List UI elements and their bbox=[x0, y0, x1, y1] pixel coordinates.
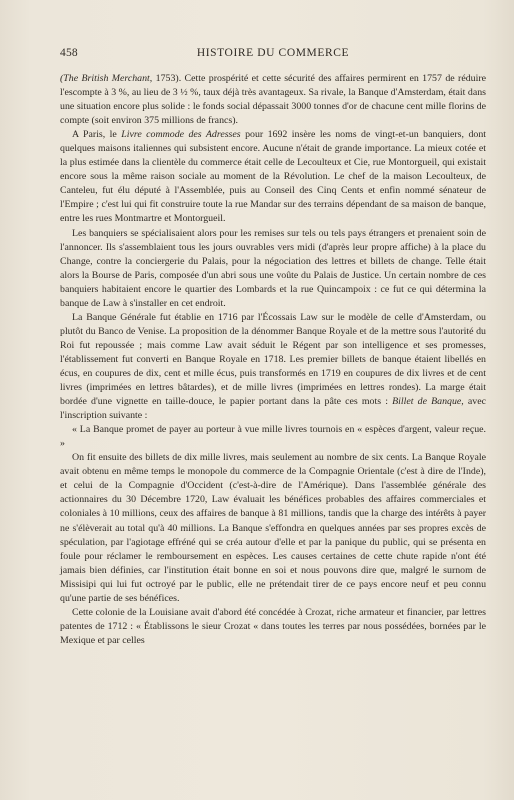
paragraph-p7 bbox=[60, 606, 486, 648]
body-text-run: A Paris, le bbox=[72, 129, 122, 141]
body-text-run: Les banquiers se spécialisaient alors pour les remises sur tels ou tels pays étrangers et prenaient soin de l'annoncer. Ils s'assemblaient tous les jours ouvrables vers midi (d'après leur propre affiche) à la place du Change, contre la conciergerie du Palais, pour la négociation des lettres et billets de change. Telle était alors la Bourse de Paris, composée d'un abri sous une voûte du Palais de Justice. Un certain nombre de ces banquiers habitaient encore le quartier des Lombards et la rue Quincampoix : ce fut ce qui détermina la banque de Law à s'installer en cet endroit. bbox=[60, 227, 486, 309]
body-text-run: , 1753). Cette prospérité et cette sécurité des affaires permirent en 1757 de réduire l'escompte à 3 %, au lieu de 3 ½ %, taux déjà très avantageux. Sa rivale, la Banque d'Amsterdam, était dans une situation encore plus solide : le fonds social dépassait 3000 tonnes d'or de chacune cent mille florins de compte (soit environ 375 millions de francs). bbox=[60, 73, 486, 127]
body-text-run: pour 1692 insère les noms de vingt-et-un banquiers, dont quelques maisons italiennes qui subsistent encore. Aucune n'était de grande importance. La mieux cotée et la plus estimée dans la clientèle du commerce était celle de Lecoulteux et Cie, rue Montorgueil, qui existait encore sous la même raison sociale au moment de la Révolution. Le chef de la maison Lecoulteux, de Canteleu, fut élu député à l'Assemblée, puis au Conseil des Cinq Cents et enfin nommé sénateur de l'Empire ; c'est lui qui fit construire toute la rue Mandar sur des terrains dépendant de sa maison de banque, entre les rues Montmartre et Montorgueil. bbox=[60, 129, 486, 225]
paragraph-p4 bbox=[60, 311, 486, 423]
body-text-run: , avec l'inscription suivante : bbox=[60, 396, 486, 422]
body-text-run: « La Banque promet de payer au porteur à vue mille livres tournois en « espèces d'argent, valeur reçue. » bbox=[60, 424, 486, 450]
body-text-run: Cette colonie de la Louisiane avait d'abord été concédée à Crozat, riche armateur et financier, par lettres patentes de 1712 : « Établissons le sieur Crozat « dans toutes les terres par nous possédées, bornées par le Mexique et par celles bbox=[60, 606, 486, 646]
running-head bbox=[60, 47, 486, 61]
paragraph-p3 bbox=[60, 227, 486, 311]
body-text-run: On fit ensuite des billets de dix mille livres, mais seulement au nombre de six cents. La Banque Royale avait obtenu en même temps le monopole du commerce de la Compagnie Orientale (c'est à dire de l'Inde), et celui de la Compagnie d'Occident (c'est-à-dire de l'Amérique). Dans l'assemblée générale des actionnaires du 30 Décembre 1720, Law évaluait les bénéfices probables des affaires commerciales et coloniales à 10 millions, ceux des affaires de banque à 81 millions, tandis que la charge des intérêts à payer ne s'élèverait au total qu'à 40 millions. La Banque s'effondra en quelques années par ses propres excès de spéculation, par l'agiotage effréné qui se créa autour d'elle et par la panique du public, qui se présenta en foule pour réclamer le remboursement en espèces. Les causes certaines de cette chute rapide n'ont été jamais bien définies, car l'institution était bonne en soi et nous pouvons dire que, malgré le surnom de Missisipi qui lui fut octroyé par le public, elle ne prétendait tirer de ce pays encore neuf et peu connu qu'une partie de ses bénéfices. bbox=[60, 452, 486, 604]
paragraph-p2 bbox=[60, 128, 486, 226]
page-number: 458 bbox=[60, 47, 78, 59]
italic-text: (The British Merchant bbox=[60, 73, 150, 84]
body-text bbox=[60, 72, 486, 648]
italic-text: Billet de Banque bbox=[392, 396, 462, 408]
running-title: HISTOIRE DU COMMERCE bbox=[196, 47, 350, 59]
paragraph-p1 bbox=[60, 72, 486, 128]
paragraph-p5 bbox=[60, 423, 486, 451]
paragraph-p6 bbox=[60, 451, 486, 606]
italic-text: Livre commode des Adresses bbox=[121, 129, 241, 141]
body-text-run: La Banque Générale fut établie en 1716 par l'Écossais Law sur le modèle de celle d'Amsterdam, ou plutôt du Banco de Venise. La proposition de la dénommer Banque Royale et de la mettre sous l'autorité du Roi fut repoussée ; mais comme Law avait séduit le Régent par son intelligence et ses promesses, l'établissement fut converti en Banque Royale en 1718. Les premier billets de banque étaient libellés en écus, en coupures de dix, cent et mille écus, puis transformés en 1719 en coupures de dix livres et de cent livres (imprimées en lettres bâtardes), et de mille livres (imprimées en lettres rondes). La marge était bordée d'une vignette en taille-douce, le papier portant dans la pâte ces mots : bbox=[60, 311, 486, 408]
